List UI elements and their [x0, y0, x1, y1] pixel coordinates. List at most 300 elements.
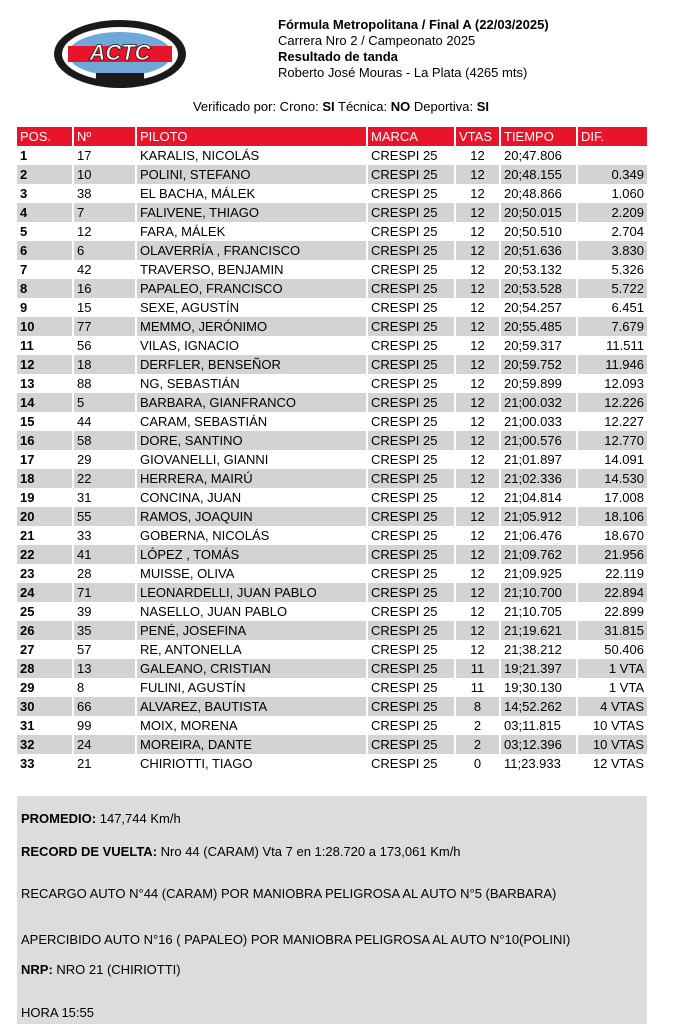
vtas-cell: 2	[455, 735, 500, 754]
piloto-cell: TRAVERSO, BENJAMIN	[136, 260, 367, 279]
vtas-cell: 12	[455, 298, 500, 317]
marca-cell: CRESPI 25	[367, 507, 455, 526]
vtas-cell: 12	[455, 583, 500, 602]
pos-cell: 26	[17, 621, 73, 640]
pos-cell: 33	[17, 754, 73, 773]
column-header-num: Nº	[73, 127, 136, 146]
marca-cell: CRESPI 25	[367, 317, 455, 336]
marca-cell: CRESPI 25	[367, 298, 455, 317]
pos-cell: 7	[17, 260, 73, 279]
table-row	[17, 336, 647, 355]
pos-cell: 4	[17, 203, 73, 222]
vtas-cell: 12	[455, 165, 500, 184]
nrp-value: NRO 21 (CHIRIOTTI)	[52, 962, 181, 977]
table-row	[17, 735, 647, 754]
number-cell: 12	[73, 222, 136, 241]
verification-crono: SI	[322, 99, 335, 114]
tiempo-cell: 20;53.528	[500, 279, 577, 298]
piloto-cell: CARAM, SEBASTIÁN	[136, 412, 367, 431]
marca-cell: CRESPI 25	[367, 241, 455, 260]
tiempo-cell: 03;12.396	[500, 735, 577, 754]
column-header-tiempo: TIEMPO	[500, 127, 577, 146]
tiempo-cell: 03;11.815	[500, 716, 577, 735]
marca-cell: CRESPI 25	[367, 222, 455, 241]
piloto-cell: LEONARDELLI, JUAN PABLO	[136, 583, 367, 602]
vtas-cell: 2	[455, 716, 500, 735]
dif-cell: 1 VTA	[577, 678, 647, 697]
piloto-cell: ALVAREZ, BAUTISTA	[136, 697, 367, 716]
verification-tecnica-label: Técnica:	[334, 99, 391, 114]
table-row	[17, 279, 647, 298]
piloto-cell: MUISSE, OLIVA	[136, 564, 367, 583]
number-cell: 66	[73, 697, 136, 716]
results-table	[17, 127, 647, 773]
marca-cell: CRESPI 25	[367, 678, 455, 697]
tiempo-cell: 20;59.317	[500, 336, 577, 355]
tiempo-cell: 21;09.925	[500, 564, 577, 583]
piloto-cell: HERRERA, MAIRÚ	[136, 469, 367, 488]
column-header-pos: POS.	[17, 127, 73, 146]
pos-cell: 11	[17, 336, 73, 355]
dif-cell: 0.349	[577, 165, 647, 184]
record-value: Nro 44 (CARAM) Vta 7 en 1:28.720 a 173,061 Km/h	[157, 844, 461, 859]
pos-cell: 29	[17, 678, 73, 697]
number-cell: 44	[73, 412, 136, 431]
piloto-cell: NASELLO, JUAN PABLO	[136, 602, 367, 621]
piloto-cell: RAMOS, JOAQUIN	[136, 507, 367, 526]
table-row	[17, 678, 647, 697]
marca-cell: CRESPI 25	[367, 564, 455, 583]
piloto-cell: PAPALEO, FRANCISCO	[136, 279, 367, 298]
piloto-cell: DERFLER, BENSEÑOR	[136, 355, 367, 374]
pos-cell: 31	[17, 716, 73, 735]
number-cell: 31	[73, 488, 136, 507]
dif-cell: 2.704	[577, 222, 647, 241]
dif-cell: 2.209	[577, 203, 647, 222]
tiempo-cell: 20;59.899	[500, 374, 577, 393]
vtas-cell: 12	[455, 412, 500, 431]
piloto-cell: GOBERNA, NICOLÁS	[136, 526, 367, 545]
vtas-cell: 12	[455, 374, 500, 393]
vtas-cell: 12	[455, 241, 500, 260]
table-row	[17, 355, 647, 374]
tiempo-cell: 20;51.636	[500, 241, 577, 260]
results-body	[17, 146, 647, 773]
marca-cell: CRESPI 25	[367, 146, 455, 165]
tiempo-cell: 21;00.576	[500, 431, 577, 450]
vtas-cell: 12	[455, 184, 500, 203]
marca-cell: CRESPI 25	[367, 735, 455, 754]
pos-cell: 27	[17, 640, 73, 659]
table-row	[17, 241, 647, 260]
piloto-cell: LÓPEZ , TOMÁS	[136, 545, 367, 564]
number-cell: 13	[73, 659, 136, 678]
pos-cell: 2	[17, 165, 73, 184]
vtas-cell: 12	[455, 450, 500, 469]
number-cell: 29	[73, 450, 136, 469]
circuit-name: Roberto José Mouras - La Plata (4265 mts)	[278, 65, 528, 80]
pos-cell: 15	[17, 412, 73, 431]
dif-cell: 5.326	[577, 260, 647, 279]
dif-cell: 3.830	[577, 241, 647, 260]
tiempo-cell: 21;10.700	[500, 583, 577, 602]
promedio-value: 147,744 Km/h	[96, 811, 181, 826]
piloto-cell: CHIRIOTTI, TIAGO	[136, 754, 367, 773]
tiempo-cell: 21;06.476	[500, 526, 577, 545]
dif-cell: 14.091	[577, 450, 647, 469]
pos-cell: 16	[17, 431, 73, 450]
marca-cell: CRESPI 25	[367, 393, 455, 412]
table-row	[17, 450, 647, 469]
marca-cell: CRESPI 25	[367, 450, 455, 469]
piloto-cell: FALIVENE, THIAGO	[136, 203, 367, 222]
actc-logo	[52, 18, 188, 90]
column-header-vtas: VTAS	[455, 127, 500, 146]
number-cell: 58	[73, 431, 136, 450]
vtas-cell: 12	[455, 640, 500, 659]
tiempo-cell: 21;02.336	[500, 469, 577, 488]
table-row	[17, 412, 647, 431]
marca-cell: CRESPI 25	[367, 545, 455, 564]
tiempo-cell: 20;59.752	[500, 355, 577, 374]
column-header-marca: MARCA	[367, 127, 455, 146]
table-row	[17, 431, 647, 450]
table-row	[17, 697, 647, 716]
vtas-cell: 12	[455, 317, 500, 336]
dif-cell: 12.226	[577, 393, 647, 412]
number-cell: 7	[73, 203, 136, 222]
vtas-cell: 12	[455, 393, 500, 412]
table-row	[17, 298, 647, 317]
table-row	[17, 165, 647, 184]
table-row	[17, 754, 647, 773]
marca-cell: CRESPI 25	[367, 412, 455, 431]
number-cell: 99	[73, 716, 136, 735]
marca-cell: CRESPI 25	[367, 165, 455, 184]
table-row	[17, 716, 647, 735]
dif-cell: 10 VTAS	[577, 716, 647, 735]
piloto-cell: MOIX, MORENA	[136, 716, 367, 735]
recargo-line: RECARGO AUTO N°44 (CARAM) POR MANIOBRA PELIGROSA AL AUTO N°5 (BARBARA)	[21, 886, 557, 901]
table-row	[17, 621, 647, 640]
dif-cell: 10 VTAS	[577, 735, 647, 754]
number-cell: 55	[73, 507, 136, 526]
pos-cell: 6	[17, 241, 73, 260]
record-label: RECORD DE VUELTA:	[21, 844, 158, 859]
table-row	[17, 526, 647, 545]
number-cell: 28	[73, 564, 136, 583]
tiempo-cell: 20;47.806	[500, 146, 577, 165]
number-cell: 21	[73, 754, 136, 773]
pos-cell: 19	[17, 488, 73, 507]
column-header-piloto: PILOTO	[136, 127, 367, 146]
marca-cell: CRESPI 25	[367, 203, 455, 222]
pos-cell: 12	[17, 355, 73, 374]
report-title: Fórmula Metropolitana / Final A (22/03/2025)	[278, 17, 549, 32]
table-row	[17, 488, 647, 507]
dif-cell: 18.106	[577, 507, 647, 526]
svg-text:ACTC: ACTC	[89, 40, 151, 65]
hora-line: HORA 15:55	[21, 1005, 94, 1020]
dif-cell: 5.722	[577, 279, 647, 298]
pos-cell: 1	[17, 146, 73, 165]
table-row	[17, 260, 647, 279]
tiempo-cell: 21;38.212	[500, 640, 577, 659]
table-row	[17, 317, 647, 336]
number-cell: 16	[73, 279, 136, 298]
pos-cell: 13	[17, 374, 73, 393]
tiempo-cell: 20;48.866	[500, 184, 577, 203]
marca-cell: CRESPI 25	[367, 659, 455, 678]
vtas-cell: 12	[455, 526, 500, 545]
marca-cell: CRESPI 25	[367, 374, 455, 393]
pos-cell: 18	[17, 469, 73, 488]
pos-cell: 8	[17, 279, 73, 298]
dif-cell: 11.511	[577, 336, 647, 355]
verification-tecnica: NO	[390, 99, 411, 114]
piloto-cell: RE, ANTONELLA	[136, 640, 367, 659]
pos-cell: 23	[17, 564, 73, 583]
vtas-cell: 12	[455, 545, 500, 564]
piloto-cell: POLINI, STEFANO	[136, 165, 367, 184]
number-cell: 35	[73, 621, 136, 640]
marca-cell: CRESPI 25	[367, 640, 455, 659]
pos-cell: 21	[17, 526, 73, 545]
vtas-cell: 8	[455, 697, 500, 716]
vtas-cell: 12	[455, 336, 500, 355]
piloto-cell: BARBARA, GIANFRANCO	[136, 393, 367, 412]
number-cell: 71	[73, 583, 136, 602]
tiempo-cell: 21;04.814	[500, 488, 577, 507]
piloto-cell: PENÉ, JOSEFINA	[136, 621, 367, 640]
tiempo-cell: 21;00.032	[500, 393, 577, 412]
piloto-cell: CONCINA, JUAN	[136, 488, 367, 507]
table-row	[17, 146, 647, 165]
number-cell: 18	[73, 355, 136, 374]
dif-cell: 22.894	[577, 583, 647, 602]
piloto-cell: FARA, MÁLEK	[136, 222, 367, 241]
vtas-cell: 11	[455, 678, 500, 697]
vtas-cell: 12	[455, 469, 500, 488]
dif-cell: 50.406	[577, 640, 647, 659]
pos-cell: 3	[17, 184, 73, 203]
tiempo-cell: 21;01.897	[500, 450, 577, 469]
piloto-cell: GALEANO, CRISTIAN	[136, 659, 367, 678]
tiempo-cell: 20;50.510	[500, 222, 577, 241]
pos-cell: 5	[17, 222, 73, 241]
marca-cell: CRESPI 25	[367, 716, 455, 735]
marca-cell: CRESPI 25	[367, 583, 455, 602]
marca-cell: CRESPI 25	[367, 260, 455, 279]
dif-cell: 11.946	[577, 355, 647, 374]
column-header-dif: DIF.	[577, 127, 647, 146]
number-cell: 39	[73, 602, 136, 621]
dif-cell: 12 VTAS	[577, 754, 647, 773]
pos-cell: 14	[17, 393, 73, 412]
number-cell: 22	[73, 469, 136, 488]
vtas-cell: 12	[455, 203, 500, 222]
vtas-cell: 12	[455, 431, 500, 450]
piloto-cell: GIOVANELLI, GIANNI	[136, 450, 367, 469]
pos-cell: 9	[17, 298, 73, 317]
table-row	[17, 640, 647, 659]
dif-cell: 1.060	[577, 184, 647, 203]
tiempo-cell: 20;54.257	[500, 298, 577, 317]
tiempo-cell: 21;05.912	[500, 507, 577, 526]
piloto-cell: VILAS, IGNACIO	[136, 336, 367, 355]
report-section: Resultado de tanda	[278, 49, 398, 64]
pos-cell: 30	[17, 697, 73, 716]
dif-cell: 14.530	[577, 469, 647, 488]
tiempo-cell: 20;50.015	[500, 203, 577, 222]
dif-cell: 7.679	[577, 317, 647, 336]
number-cell: 17	[73, 146, 136, 165]
vtas-cell: 12	[455, 488, 500, 507]
summary-panel	[17, 796, 647, 1024]
nrp-label: NRP:	[21, 962, 53, 977]
table-row	[17, 545, 647, 564]
marca-cell: CRESPI 25	[367, 184, 455, 203]
table-row	[17, 222, 647, 241]
vtas-cell: 12	[455, 222, 500, 241]
verification-deportiva-label: Deportiva:	[410, 99, 477, 114]
pos-cell: 25	[17, 602, 73, 621]
dif-cell: 12.770	[577, 431, 647, 450]
verification-deportiva: SI	[476, 99, 490, 114]
number-cell: 24	[73, 735, 136, 754]
tiempo-cell: 20;55.485	[500, 317, 577, 336]
pos-cell: 22	[17, 545, 73, 564]
pos-cell: 32	[17, 735, 73, 754]
tiempo-cell: 20;53.132	[500, 260, 577, 279]
vtas-cell: 12	[455, 279, 500, 298]
marca-cell: CRESPI 25	[367, 754, 455, 773]
pos-cell: 28	[17, 659, 73, 678]
vtas-cell: 12	[455, 564, 500, 583]
number-cell: 77	[73, 317, 136, 336]
number-cell: 5	[73, 393, 136, 412]
table-header-row	[17, 127, 647, 146]
table-row	[17, 659, 647, 678]
marca-cell: CRESPI 25	[367, 697, 455, 716]
tiempo-cell: 11;23.933	[500, 754, 577, 773]
marca-cell: CRESPI 25	[367, 469, 455, 488]
promedio-line	[21, 811, 181, 826]
table-row	[17, 374, 647, 393]
dif-cell: 12.093	[577, 374, 647, 393]
number-cell: 8	[73, 678, 136, 697]
tiempo-cell: 14;52.262	[500, 697, 577, 716]
number-cell: 56	[73, 336, 136, 355]
piloto-cell: OLAVERRÍA , FRANCISCO	[136, 241, 367, 260]
table-row	[17, 469, 647, 488]
vtas-cell: 12	[455, 355, 500, 374]
vtas-cell: 12	[455, 146, 500, 165]
dif-cell: 12.227	[577, 412, 647, 431]
piloto-cell: FULINI, AGUSTÍN	[136, 678, 367, 697]
dif-cell: 6.451	[577, 298, 647, 317]
piloto-cell: NG, SEBASTIÁN	[136, 374, 367, 393]
vtas-cell: 12	[455, 602, 500, 621]
apercibido-line: APERCIBIDO AUTO N°16 ( PAPALEO) POR MANIOBRA PELIGROSA AL AUTO N°10(POLINI)	[21, 932, 571, 947]
number-cell: 33	[73, 526, 136, 545]
marca-cell: CRESPI 25	[367, 355, 455, 374]
number-cell: 10	[73, 165, 136, 184]
piloto-cell: EL BACHA, MÁLEK	[136, 184, 367, 203]
marca-cell: CRESPI 25	[367, 526, 455, 545]
dif-cell: 18.670	[577, 526, 647, 545]
pos-cell: 17	[17, 450, 73, 469]
number-cell: 88	[73, 374, 136, 393]
verification-prefix: Verificado por: Crono:	[192, 99, 323, 114]
tiempo-cell: 21;10.705	[500, 602, 577, 621]
dif-cell: 4 VTAS	[577, 697, 647, 716]
tiempo-cell: 21;09.762	[500, 545, 577, 564]
marca-cell: CRESPI 25	[367, 279, 455, 298]
marca-cell: CRESPI 25	[367, 621, 455, 640]
tiempo-cell: 19;21.397	[500, 659, 577, 678]
dif-cell: 17.008	[577, 488, 647, 507]
number-cell: 38	[73, 184, 136, 203]
promedio-label: PROMEDIO:	[21, 811, 97, 826]
pos-cell: 24	[17, 583, 73, 602]
piloto-cell: MOREIRA, DANTE	[136, 735, 367, 754]
number-cell: 6	[73, 241, 136, 260]
vtas-cell: 12	[455, 507, 500, 526]
piloto-cell: DORE, SANTINO	[136, 431, 367, 450]
dif-cell: 1 VTA	[577, 659, 647, 678]
piloto-cell: MEMMO, JERÓNIMO	[136, 317, 367, 336]
dif-cell: 22.119	[577, 564, 647, 583]
report-subtitle: Carrera Nro 2 / Campeonato 2025	[278, 33, 476, 48]
piloto-cell: SEXE, AGUSTÍN	[136, 298, 367, 317]
table-row	[17, 564, 647, 583]
marca-cell: CRESPI 25	[367, 336, 455, 355]
vtas-cell: 11	[455, 659, 500, 678]
tiempo-cell: 19;30.130	[500, 678, 577, 697]
marca-cell: CRESPI 25	[367, 488, 455, 507]
marca-cell: CRESPI 25	[367, 431, 455, 450]
vtas-cell: 0	[455, 754, 500, 773]
vtas-cell: 12	[455, 260, 500, 279]
table-row	[17, 393, 647, 412]
dif-cell: 31.815	[577, 621, 647, 640]
vtas-cell: 12	[455, 621, 500, 640]
number-cell: 15	[73, 298, 136, 317]
report-header	[278, 17, 678, 81]
tiempo-cell: 21;00.033	[500, 412, 577, 431]
record-line	[21, 844, 461, 859]
dif-cell: 21.956	[577, 545, 647, 564]
table-row	[17, 184, 647, 203]
verification-line	[0, 99, 682, 114]
pos-cell: 10	[17, 317, 73, 336]
piloto-cell: KARALIS, NICOLÁS	[136, 146, 367, 165]
tiempo-cell: 20;48.155	[500, 165, 577, 184]
pos-cell: 20	[17, 507, 73, 526]
dif-cell	[577, 146, 647, 165]
number-cell: 42	[73, 260, 136, 279]
dif-cell: 22.899	[577, 602, 647, 621]
table-row	[17, 507, 647, 526]
number-cell: 41	[73, 545, 136, 564]
tiempo-cell: 21;19.621	[500, 621, 577, 640]
number-cell: 57	[73, 640, 136, 659]
nrp-line	[21, 962, 181, 977]
table-row	[17, 602, 647, 621]
table-row	[17, 203, 647, 222]
table-row	[17, 583, 647, 602]
